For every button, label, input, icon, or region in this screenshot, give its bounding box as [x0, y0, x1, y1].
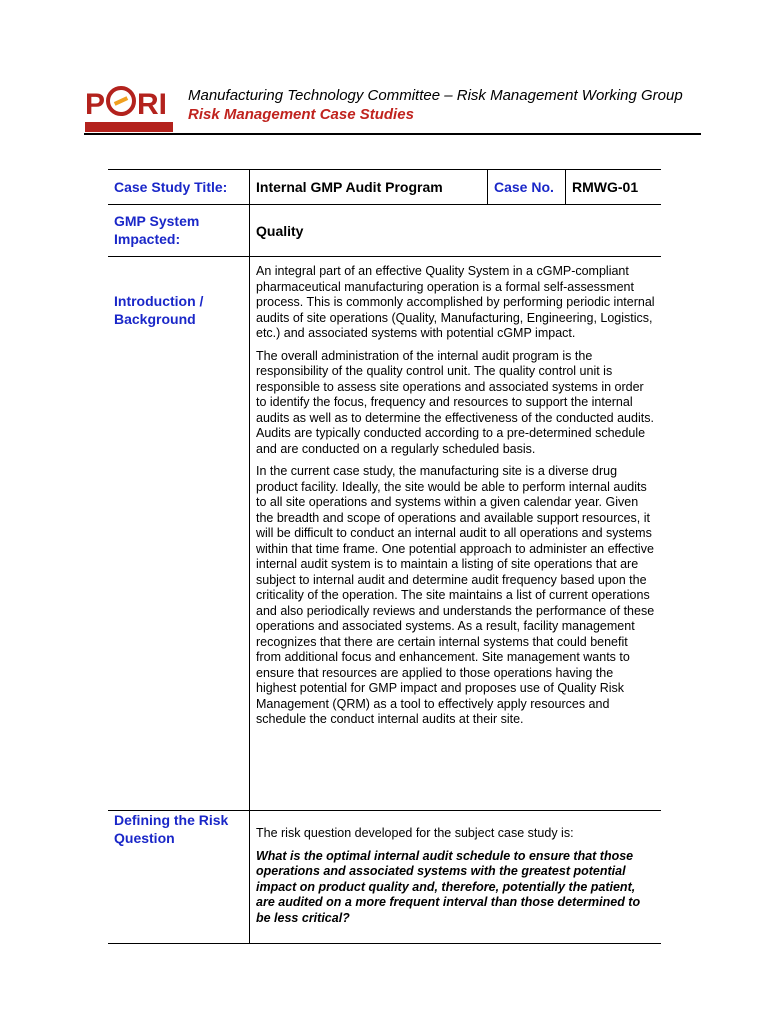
risk-question-text: What is the optimal internal audit schedule to ensure that those operations and associated systems with the greatest potential impact on product quality and, therefore, potentially the patient, are audited on a more frequent interval than those determined to be less critical? — [256, 848, 641, 925]
case-no-label: Case No. — [494, 179, 554, 195]
table-rule-bottom — [108, 943, 661, 944]
pqri-logo — [85, 86, 173, 132]
risk-question-intro: The risk question developed for the subject case study is: — [256, 826, 574, 840]
pqri-logo-tagline — [85, 122, 173, 132]
gmp-system-value: Quality — [256, 223, 304, 239]
table-rule-top — [108, 169, 661, 170]
case-study-title-label: Case Study Title: — [114, 179, 228, 195]
risk-question-label: Defining the Risk Question — [114, 812, 229, 846]
introduction-label: Introduction / Background — [114, 293, 204, 327]
header-series-title: Risk Management Case Studies — [188, 106, 414, 123]
introduction-paragraph-2: The overall administration of the internal audit program is the responsibility of the quality control unit. The quality control unit is responsible to assess site operations and associated systems in order to identify the focus, frequency and resources to support the internal audits as well as to determine the effectiveness of the conducted audits. Audits are typically conducted according to a pre-determined schedule and are conducted on a regularly scheduled basis. — [256, 348, 654, 456]
header-divider — [84, 133, 701, 135]
table-divider-case-value — [565, 169, 566, 204]
table-column-divider — [249, 169, 250, 943]
risk-question-body — [256, 826, 656, 933]
introduction-paragraph-1: An integral part of an effective Quality System in a cGMP-compliant pharmaceutical manufacturing operation is a formal self-assessment process. This is commonly accomplished by performing periodic internal audits of site operations (Quality, Manufacturing, Engineering, Logistics, etc.) and associated systems with potential cGMP impact. — [256, 264, 655, 340]
case-no-value: RMWG-01 — [572, 179, 639, 195]
table-rule-2 — [108, 256, 661, 257]
case-study-title-value: Internal GMP Audit Program — [256, 179, 443, 195]
introduction-paragraph-3: In the current case study, the manufacturing site is a diverse drug product facility. Ideally, the site would be able to perform internal audits to all site operations and systems within a given calendar year. Given the breadth and scope of operations and available support resources, it will be difficult to conduct an internal audit to all operations and systems within that time frame. One potential approach to administer an effective internal audit system is to maintain a listing of site operations that are subject to internal audit and determine audit frequency based upon the criticality of the operation. The site maintains a list of current operations and also periodically reviews and understands the performance of these operations and associated systems. As a result, facility management recognizes that there are certain internal systems that could benefit from additional focus and enhancement. Site management wants to ensure that resources are applied to those operations having the highest potential for GMP impact and proposes use of Quality Risk Management (QRM) as a tool to effectively apply resources and schedule the conduct internal audits at their site. — [256, 464, 655, 726]
gmp-system-label: GMP System Impacted: — [114, 213, 200, 247]
introduction-body — [256, 264, 656, 735]
table-divider-case-no — [487, 169, 488, 204]
pqri-logo-mark: P RI — [85, 88, 168, 121]
table-rule-1 — [108, 204, 661, 205]
header-committee-title: Manufacturing Technology Committee – Risk Management Working Group — [188, 87, 683, 104]
